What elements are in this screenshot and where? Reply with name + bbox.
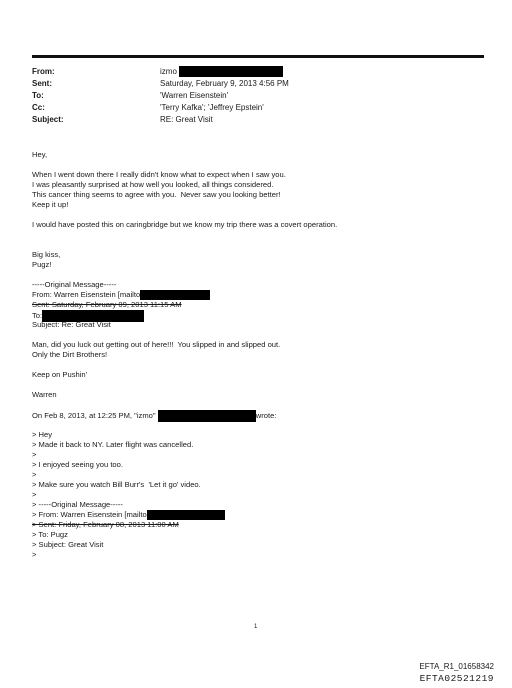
redaction-box [179, 66, 283, 77]
quoted-line: > [32, 550, 37, 559]
quoted-to-text: To: [32, 311, 43, 320]
subject-value: RE: Great Visit [160, 115, 213, 124]
from-name: izmo [160, 67, 177, 76]
quoted-line: > [32, 490, 37, 499]
to-label: To: [32, 91, 44, 100]
quoted-from-text-2: > From: Warren Eisenstein [mailto [32, 510, 147, 519]
quoted-line: > Subject: Great Visit [32, 540, 104, 549]
redaction-box [140, 290, 210, 300]
body-line: Keep on Pushin' [32, 370, 88, 379]
quoted-line: > Made it back to NY. Later flight was cancelled. [32, 440, 194, 449]
sent-row [32, 78, 492, 90]
body-line: Man, did you luck out getting out of here!!! You slipped in and slipped out. [32, 340, 281, 349]
body-line: Warren [32, 390, 57, 399]
email-body [32, 150, 492, 560]
header-rule [32, 55, 484, 58]
document-id-primary: EFTA_R1_01658342 [419, 662, 494, 671]
body-line: This cancer thing seems to agree with you. Never saw you looking better! [32, 190, 281, 199]
quoted-line: > [32, 450, 37, 459]
signoff: Big kiss, [32, 250, 61, 259]
email-header [32, 66, 492, 126]
sent-value: Saturday, February 9, 2013 4:56 PM [160, 79, 289, 88]
quoted-line: > [32, 470, 37, 479]
quoted-line: > -----Original Message----- [32, 500, 123, 509]
body-line: Keep it up! [32, 200, 69, 209]
quoted-line: > I enjoyed seeing you too. [32, 460, 123, 469]
quoted-line: > Hey [32, 430, 53, 439]
quoted-sent-line: Sent: Saturday, February 09, 2013 11:15 AM [32, 300, 182, 309]
redaction-box [158, 410, 256, 422]
cc-row [32, 102, 492, 114]
from-value [160, 66, 283, 78]
quoted-line: > Sent: Friday, February 08, 2013 11:00 AM [32, 520, 179, 529]
subject-row [32, 114, 492, 126]
attribution-text: On Feb 8, 2013, at 12:25 PM, "izmo" [32, 411, 156, 420]
attribution-wrote: wrote: [255, 411, 277, 420]
body-line: I was pleasantly surprised at how well you looked, all things considered. [32, 180, 274, 189]
from-row [32, 66, 492, 78]
redaction-box [147, 510, 225, 520]
original-message-marker: -----Original Message----- [32, 280, 117, 289]
cc-value: 'Terry Kafka'; 'Jeffrey Epstein' [160, 103, 264, 112]
body-line: Only the Dirt Brothers! [32, 350, 108, 359]
body-line: When I went down there I really didn't know what to expect when I saw you. [32, 170, 286, 179]
to-value: 'Warren Eisenstein' [160, 91, 229, 100]
greeting: Hey, [32, 150, 48, 159]
quoted-line [32, 510, 492, 520]
document-id-secondary: EFTA02521219 [419, 673, 494, 684]
body-line: I would have posted this on caringbridge but we know my trip there was a covert operation. [32, 220, 338, 229]
quoted-from-text: From: Warren Eisenstein [mailto [32, 290, 141, 299]
sent-label: Sent: [32, 79, 52, 88]
from-label: From: [32, 67, 55, 76]
page-number: 1 [254, 624, 258, 630]
attribution-line [32, 410, 492, 420]
quoted-line: > Make sure you watch Bill Burr's 'Let it go' video. [32, 480, 201, 489]
quoted-subject-line: Subject: Re: Great Visit [32, 320, 111, 329]
quoted-to-line [32, 310, 492, 320]
quoted-line: > To: Pugz [32, 530, 68, 539]
subject-label: Subject: [32, 115, 64, 124]
cc-label: Cc: [32, 103, 45, 112]
to-row [32, 90, 492, 102]
quoted-from-line [32, 290, 492, 300]
signature: Pugz! [32, 260, 52, 269]
